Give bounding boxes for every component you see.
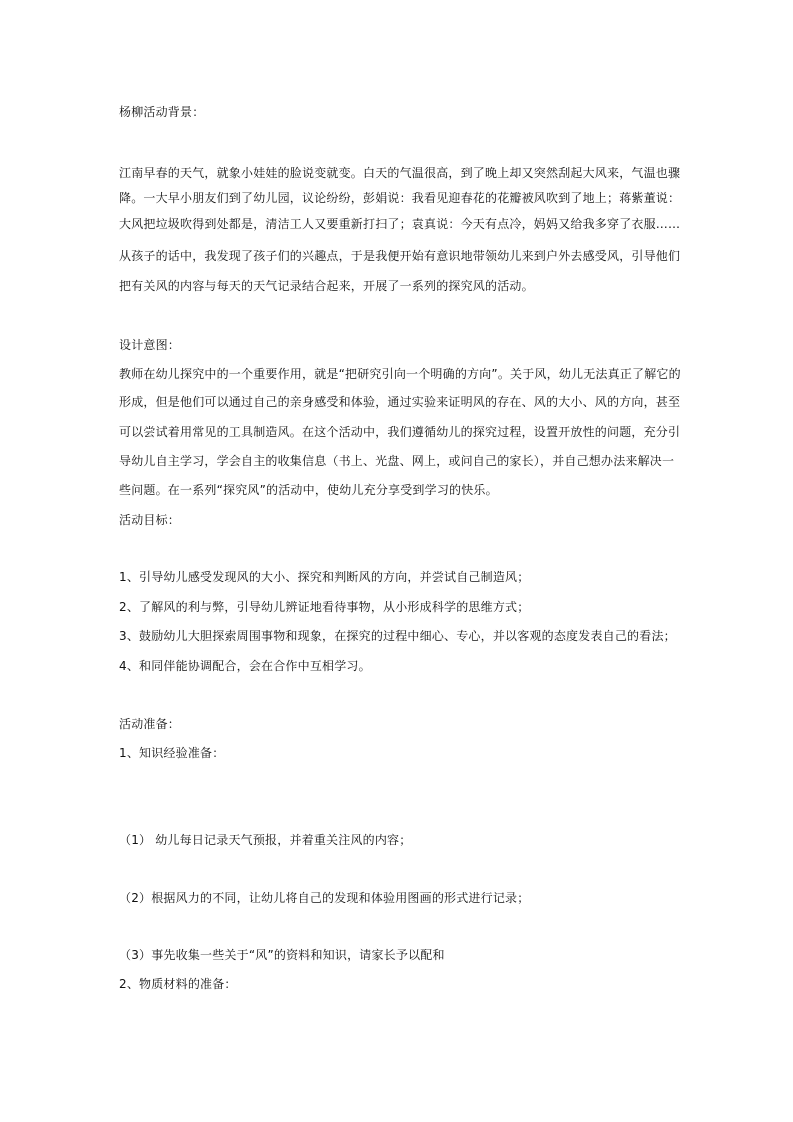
background-paragraph-line: 把有关风的内容与每天的天气记录结合起来，开展了一系列的探究风的活动。 — [119, 279, 534, 293]
background-paragraph-line: 大风把垃圾吹得到处都是，清洁工人又要重新打扫了；袁真说：今天有点冷，妈妈又给我多穿了衣服…… — [119, 217, 681, 231]
prep-knowledge-heading: 1、知识经验准备： — [119, 746, 225, 760]
background-paragraph-line: 江南早春的天气，就象小娃娃的脸说变就变。白天的气温很高，到了晚上却又突然刮起大风来，气温也骤 — [119, 166, 681, 180]
prep-knowledge-item: （2）根据风力的不同，让幼儿将自己的发现和体验用图画的形式进行记录； — [119, 891, 530, 905]
design-paragraph-line: 形成，但是他们可以通过自己的亲身感受和体验，通过实验来证明风的存在、风的大小、风的方向，甚至 — [119, 395, 681, 409]
prep-knowledge-item: （3）事先收集一些关于“风”的资料和知识，请家长予以配和 — [119, 948, 445, 962]
design-heading: 设计意图： — [119, 338, 181, 352]
goal-item: 1、引导幼儿感受发现风的大小、探究和判断风的方向，并尝试自己制造风； — [119, 570, 530, 584]
prep-heading: 活动准备： — [119, 717, 181, 731]
design-paragraph-line: 可以尝试着用常见的工具制造风。在这个活动中，我们遵循幼儿的探究过程，设置开放性的问题，充分引 — [119, 425, 681, 439]
background-paragraph-line: 从孩子的话中，我发现了孩子们的兴趣点，于是我便开始有意识地带领幼儿来到户外去感受风，引导他们 — [119, 249, 681, 263]
goals-heading: 活动目标： — [119, 513, 181, 527]
goal-item: 3、鼓励幼儿大胆探索周围事物和现象，在探究的过程中细心、专心，并以客观的态度发表自己的看法； — [119, 629, 676, 643]
prep-knowledge-item: （1） 幼儿每日记录天气预报，并着重关注风的内容； — [119, 833, 412, 847]
design-paragraph-line: 些问题。在一系列“探究风”的活动中，使幼儿充分享受到学习的快乐。 — [119, 483, 498, 497]
background-paragraph-line: 降。一大早小朋友们到了幼儿园，议论纷纷，彭娟说：我看见迎春花的花瓣被风吹到了地上；蒋紫董说： — [119, 191, 681, 205]
design-paragraph-line: 教师在幼儿探究中的一个重要作用，就是“把研究引向一个明确的方向”。关于风，幼儿无法真正了解它的 — [119, 367, 681, 381]
background-heading: 杨柳活动背景： — [119, 105, 205, 119]
goal-item: 4、和同伴能协调配合，会在合作中互相学习。 — [119, 659, 371, 673]
goal-item: 2、了解风的利与弊，引导幼儿辨证地看待事物，从小形成科学的思维方式； — [119, 600, 530, 614]
prep-material-heading: 2、物质材料的准备： — [119, 977, 237, 991]
design-paragraph-line: 导幼儿自主学习，学会自主的收集信息（书上、光盘、网上，或问自己的家长），并自己想办法来解决一 — [119, 454, 675, 468]
